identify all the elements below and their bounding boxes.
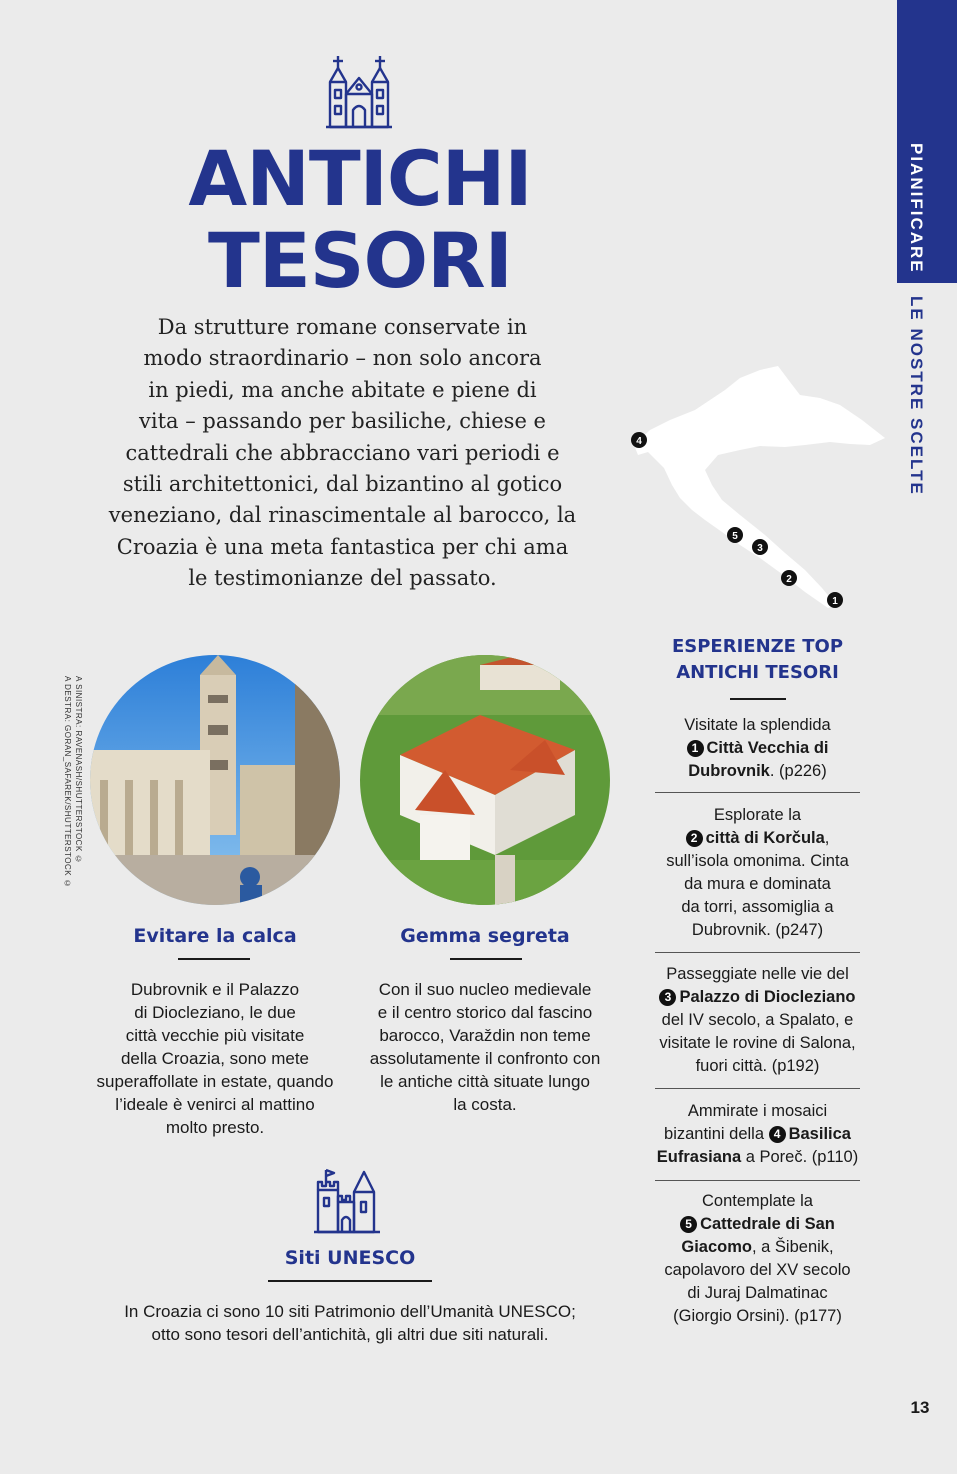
right-feature-title: Gemma segreta: [400, 925, 570, 947]
right-feature-line: le antiche città situate lungo: [380, 1072, 590, 1091]
intro-line: stili architettonici, dal bizantino al gotico: [122, 472, 563, 497]
experiences-rule: [730, 698, 786, 700]
intro-line: vita – passando per basiliche, chiese e: [139, 409, 546, 434]
experience-text: del IV secolo, a Spalato, e: [661, 1011, 854, 1029]
right-feature-line: Con il suo nucleo medievale: [378, 980, 592, 999]
left-feature-line: molto presto.: [165, 1118, 265, 1137]
experience-text: visitate le rovine di Salona,: [659, 1034, 856, 1052]
experience-highlight: Giacomo: [681, 1238, 752, 1256]
experience-text: ,: [824, 829, 830, 847]
experience-highlight: Cattedrale di San: [700, 1215, 835, 1233]
experience-item-4: [655, 1100, 860, 1169]
experience-text: sull’isola omonima. Cinta: [666, 852, 849, 870]
photo-credit-left: A SINISTRA: RAVENASH/SHUTTERSTOCK ©: [74, 676, 83, 865]
intro-line: le testimonianze del passato.: [188, 566, 497, 591]
map-marker-2: 2: [786, 574, 792, 585]
experience-text: di Juraj Dalmatinac: [687, 1284, 828, 1302]
right-feature-line: e il centro storico dal fascino: [377, 1003, 593, 1022]
experience-text: da torri, assomiglia a: [681, 898, 834, 916]
number-badge: 3: [659, 989, 676, 1006]
experience-text: Visitate la splendida: [684, 716, 831, 734]
right-feature-line: barocco, Varaždin non teme: [379, 1026, 591, 1045]
experiences-title: [655, 634, 860, 686]
experience-item-3: [655, 963, 860, 1078]
cathedral-icon: [325, 54, 397, 135]
experience-text: Ammirate i mosaici: [687, 1102, 828, 1120]
left-feature-line: l’ideale è venirci al mattino: [115, 1095, 315, 1114]
map-marker-3: 3: [757, 543, 763, 554]
number-badge: 2: [686, 830, 703, 847]
experience-highlight: Città Vecchia di: [706, 739, 829, 757]
photo-credit-right: A DESTRA: GORAN_SAFAREK/SHUTTERSTOCK ©: [63, 676, 72, 889]
experience-divider: [655, 1180, 860, 1181]
experience-highlight: Dubrovnik: [688, 762, 770, 780]
castle-icon: [314, 1168, 384, 1239]
photo-varazdin-castle: [360, 655, 610, 905]
right-feature-text: [352, 978, 618, 1116]
intro-line: in piedi, ma anche abitate e piene di: [148, 377, 537, 402]
unesco-title: Siti UNESCO: [284, 1247, 416, 1269]
number-badge: 4: [769, 1126, 786, 1143]
photo-credit: [62, 676, 84, 888]
side-tab-primary: PIANIFICARE: [907, 143, 926, 274]
number-badge: 1: [687, 740, 704, 757]
experience-highlight: città di Korčula: [705, 829, 825, 847]
experience-item-1: [655, 714, 860, 783]
intro-line: Croazia è una meta fantastica per chi ama: [116, 534, 569, 559]
title-line-1: ANTICHI: [188, 134, 532, 223]
number-badge: 5: [680, 1216, 697, 1233]
left-feature-line: città vecchie più visitate: [125, 1026, 305, 1045]
intro-line: veneziano, dal rinascimentale al barocco, la: [108, 503, 577, 528]
experience-highlight: Palazzo di Diocleziano: [679, 988, 856, 1006]
intro-line: Da strutture romane conservate in: [157, 315, 528, 339]
unesco-rule: [268, 1280, 432, 1282]
croatia-map: [600, 360, 890, 625]
experience-text: Dubrovnik. (p247): [691, 921, 824, 939]
right-feature-line: la costa.: [453, 1095, 517, 1114]
left-feature-line: di Diocleziano, le due: [134, 1003, 296, 1022]
experience-highlight: Basilica: [788, 1125, 851, 1143]
experiences-title-line-2: ANTICHI TESORI: [676, 662, 839, 683]
experience-divider: [655, 792, 860, 793]
experience-text: Contemplate la: [702, 1192, 813, 1210]
intro-line: modo straordinario – non solo ancora: [143, 346, 542, 371]
experience-text: (Giorgio Orsini). (p177): [673, 1307, 842, 1325]
experience-divider: [655, 952, 860, 953]
page-title: [140, 134, 580, 305]
left-feature-line: Dubrovnik e il Palazzo: [130, 980, 300, 999]
unesco-line: In Croazia ci sono 10 siti Patrimonio dell’Umanità UNESCO;: [124, 1302, 576, 1321]
experience-text: da mura e dominata: [684, 875, 831, 893]
map-marker-1: 1: [832, 596, 838, 607]
right-feature-line: assolutamente il confronto con: [369, 1049, 601, 1068]
experience-item-2: [655, 804, 860, 942]
side-tab-secondary: LE NOSTRE SCELTE: [907, 296, 926, 496]
left-feature-line: della Croazia, sono mete: [120, 1049, 310, 1068]
unesco-text: [70, 1300, 630, 1346]
page-number: 13: [910, 1398, 930, 1417]
title-line-2: TESORI: [208, 216, 512, 305]
experience-text: Passeggiate nelle vie del: [666, 965, 849, 983]
experience-text: a Poreč. (p110): [741, 1148, 859, 1166]
experience-text: . (p226): [769, 762, 827, 780]
left-feature-text: [82, 978, 348, 1139]
unesco-line: otto sono tesori dell’antichità, gli altri due siti naturali.: [151, 1325, 549, 1344]
left-feature-line: superaffollate in estate, quando: [96, 1072, 334, 1091]
map-marker-4: 4: [636, 436, 642, 447]
right-feature-rule: [450, 958, 522, 960]
experience-divider: [655, 1088, 860, 1089]
experience-text: capolavoro del XV secolo: [664, 1261, 851, 1279]
experience-text: , a Šibenik,: [751, 1238, 834, 1256]
experience-text: fuori città. (p192): [695, 1057, 820, 1075]
left-feature-title: Evitare la calca: [133, 925, 297, 947]
experience-text: Esplorate la: [713, 806, 802, 824]
left-feature-rule: [178, 958, 250, 960]
intro-line: cattedrali che abbracciano vari periodi e: [125, 440, 560, 465]
experience-text: bizantini della: [664, 1125, 764, 1143]
intro-paragraph: [80, 312, 605, 595]
experience-item-5: [655, 1190, 860, 1328]
map-marker-5: 5: [732, 531, 738, 542]
experience-highlight: Eufrasiana: [656, 1148, 742, 1166]
photo-diocletian-palace: [90, 655, 340, 905]
experiences-title-line-1: ESPERIENZE TOP: [671, 636, 844, 657]
